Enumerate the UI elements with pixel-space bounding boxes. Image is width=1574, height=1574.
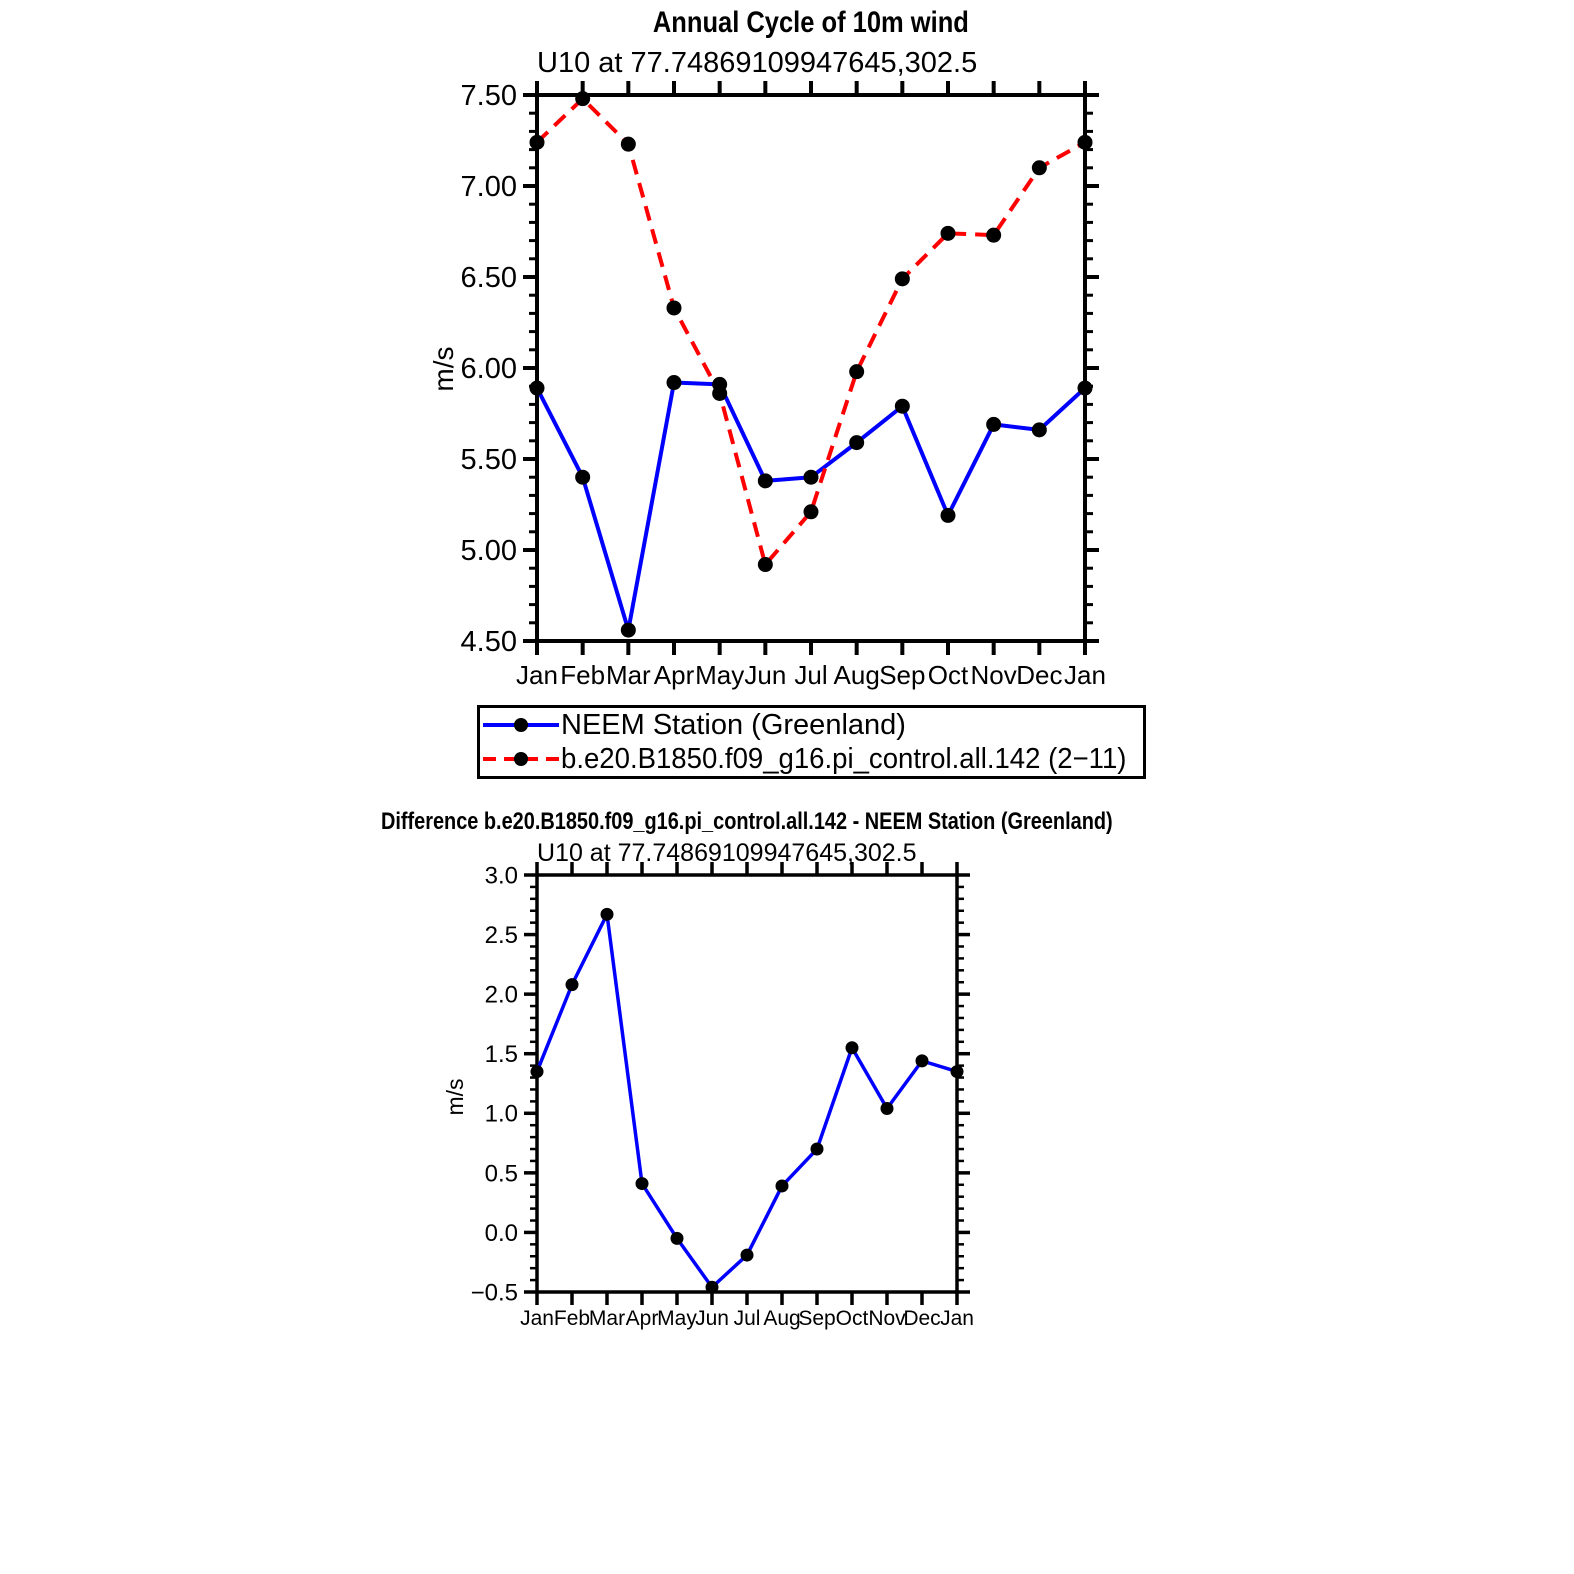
x-tick-label: Mar: [588, 1307, 626, 1330]
bottom-chart-subtitle: U10 at 77.74869109947645,302.5: [537, 839, 917, 867]
data-point-marker: [671, 1232, 684, 1245]
y-tick-label: 0.0: [484, 1219, 518, 1247]
y-tick-label: 3.0: [484, 862, 518, 890]
x-tick-label: Aug: [833, 660, 880, 690]
x-tick-label: Nov: [970, 660, 1017, 690]
y-tick-label: 2.5: [484, 921, 518, 949]
y-tick-label: 5.50: [460, 444, 517, 477]
data-point-marker: [895, 271, 910, 286]
legend-entry-observation: [480, 708, 1143, 742]
bottom-chart-title: [0, 808, 1494, 836]
data-point-marker: [621, 137, 636, 152]
y-tick-label: 1.5: [484, 1041, 518, 1069]
data-point-marker: [804, 504, 819, 519]
x-tick-label: Apr: [653, 660, 695, 690]
data-point-marker: [1032, 422, 1047, 437]
x-tick-label: Aug: [763, 1307, 801, 1330]
data-point-marker: [849, 435, 864, 450]
data-point-marker: [530, 381, 545, 396]
bottom-chart-y-axis-label: m/s: [442, 1078, 468, 1116]
data-point-marker: [804, 470, 819, 485]
plot-frame: [537, 95, 1085, 641]
x-tick-label: Jan: [940, 1307, 974, 1330]
x-tick-label: Mar: [605, 660, 651, 690]
y-tick-label: 7.50: [460, 80, 517, 113]
y-tick-label: 7.00: [460, 171, 517, 204]
x-tick-label: Jan: [516, 660, 558, 690]
legend-sample-marker-0: [514, 718, 528, 732]
x-tick-label: Sep: [798, 1307, 836, 1330]
data-point-marker: [712, 386, 727, 401]
bottom-chart-title-text: Difference b.e20.B1850.f09_g16.pi_control.all.142 - NEEM Station (Greenland): [381, 808, 1113, 835]
data-point-marker: [941, 508, 956, 523]
data-point-marker: [1078, 381, 1093, 396]
y-tick-label: 6.50: [460, 262, 517, 295]
top-chart-title: [0, 6, 1574, 40]
x-tick-label: May: [695, 660, 745, 690]
series-line-1: [537, 99, 1085, 565]
y-tick-label: 2.0: [484, 981, 518, 1009]
top-chart-y-axis-label: m/s: [428, 346, 459, 392]
data-point-marker: [575, 470, 590, 485]
legend-label-observation: NEEM Station (Greenland): [561, 708, 906, 741]
data-point-marker: [941, 226, 956, 241]
x-tick-label: Feb: [560, 660, 606, 690]
legend-line-sample-model: [481, 742, 561, 776]
x-tick-label: Jun: [744, 660, 787, 690]
y-tick-label: −0.5: [470, 1279, 518, 1307]
top-chart-title-text: Annual Cycle of 10m wind: [653, 6, 969, 39]
x-tick-label: Nov: [868, 1307, 906, 1330]
x-tick-label: Jul: [794, 660, 828, 690]
x-tick-label: Jun: [695, 1307, 729, 1330]
x-tick-label: May: [657, 1307, 697, 1330]
data-point-marker: [951, 1065, 964, 1078]
data-point-marker: [1078, 135, 1093, 150]
plot-frame: [537, 875, 957, 1292]
x-tick-label: Jul: [733, 1307, 761, 1330]
data-point-marker: [846, 1041, 859, 1054]
data-point-marker: [530, 135, 545, 150]
data-point-marker: [601, 908, 614, 921]
y-tick-label: 6.00: [460, 353, 517, 386]
data-point-marker: [758, 473, 773, 488]
x-tick-label: Dec: [903, 1307, 941, 1330]
x-tick-label: Feb: [553, 1307, 591, 1330]
x-tick-label: Dec: [1016, 660, 1063, 690]
legend-label-model: b.e20.B1850.f09_g16.pi_control.all.142 (2−11): [561, 742, 1127, 775]
data-point-marker: [575, 91, 590, 106]
data-point-marker: [758, 557, 773, 572]
data-point-marker: [849, 364, 864, 379]
data-point-marker: [531, 1065, 544, 1078]
series-line-0: [537, 914, 957, 1287]
x-tick-label: Oct: [835, 1307, 869, 1330]
data-point-marker: [706, 1281, 719, 1294]
y-tick-label: 1.0: [484, 1100, 518, 1128]
x-tick-label: Sep: [879, 660, 926, 690]
data-point-marker: [566, 978, 579, 991]
data-point-marker: [881, 1102, 894, 1115]
x-tick-label: Apr: [625, 1307, 659, 1330]
data-point-marker: [986, 228, 1001, 243]
x-tick-label: Jan: [1064, 660, 1106, 690]
y-tick-label: 4.50: [460, 626, 517, 659]
x-tick-label: Jan: [520, 1307, 554, 1330]
data-point-marker: [916, 1054, 929, 1067]
data-point-marker: [636, 1177, 649, 1190]
data-point-marker: [621, 623, 636, 638]
y-tick-label: 0.5: [484, 1160, 518, 1188]
data-point-marker: [986, 417, 1001, 432]
y-tick-label: 5.00: [460, 535, 517, 568]
chart-difference: [471, 862, 974, 1330]
chart-annual-cycle: [461, 80, 1106, 690]
legend-entry-model: [480, 742, 1143, 776]
legend-line-sample-observation: [481, 708, 561, 742]
data-point-marker: [776, 1179, 789, 1192]
data-point-marker: [1032, 160, 1047, 175]
legend-box: [477, 705, 1146, 779]
data-point-marker: [667, 300, 682, 315]
x-tick-label: Oct: [927, 660, 969, 690]
data-point-marker: [741, 1249, 754, 1262]
top-chart-subtitle: U10 at 77.74869109947645,302.5: [537, 47, 978, 79]
data-point-marker: [811, 1143, 824, 1156]
legend-sample-marker-1: [514, 752, 528, 766]
data-point-marker: [667, 375, 682, 390]
data-point-marker: [895, 399, 910, 414]
